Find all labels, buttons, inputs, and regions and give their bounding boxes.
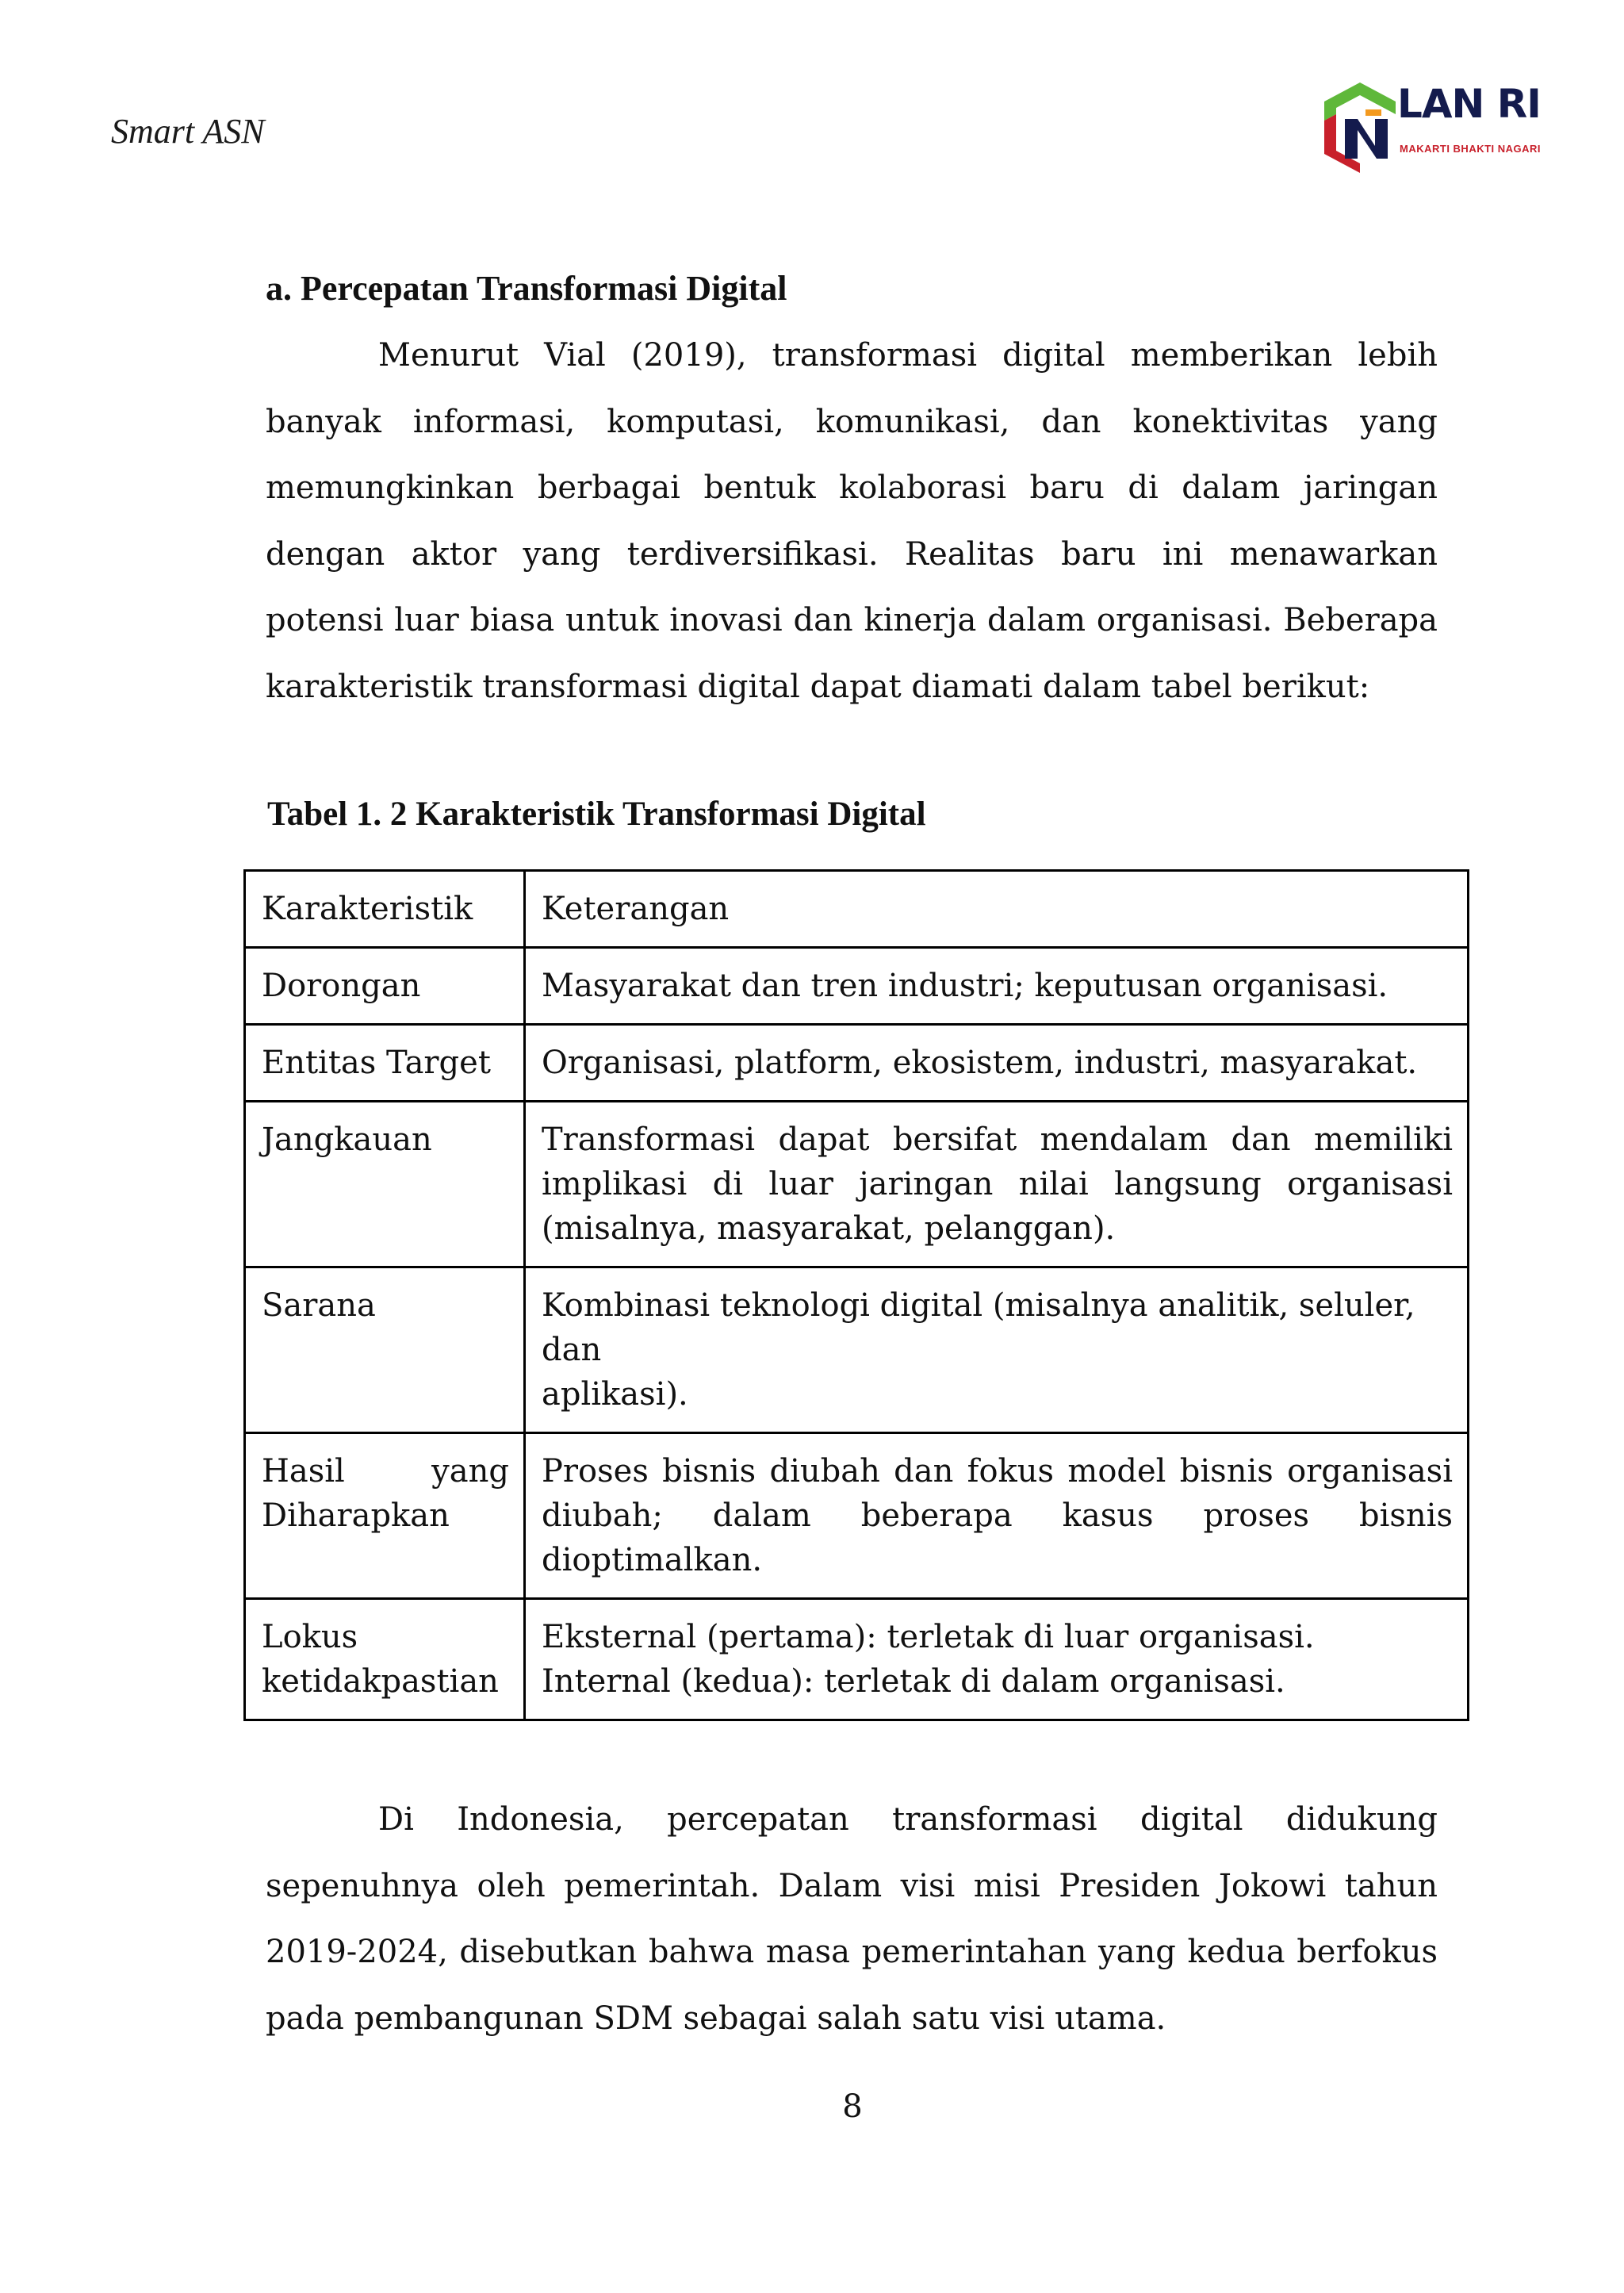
section-heading: a. Percepatan Transformasi Digital <box>266 269 787 308</box>
logo-text: LAN RI <box>1397 81 1541 127</box>
description-line: Internal (kedua): terletak di dalam organisasi. <box>542 1663 1285 1700</box>
table-row <box>245 948 1469 1025</box>
intro-paragraph: Menurut Vial (2019), transformasi digital memberikan lebih banyak informasi, komputasi, komunikasi, dan konektivitas yang memungkinkan berbagai bentuk kolaborasi baru di dalam jaringan dengan aktor yang terdiversifikasi. Realitas baru ini menawarkan potensi luar biasa untuk inovasi dan kinerja dalam organisasi. Beberapa karakteristik transformasi digital dapat diamati dalam tabel berikut: <box>266 337 1438 705</box>
row-characteristic: Entitas Target <box>245 1025 525 1102</box>
table-header-row <box>245 871 1469 948</box>
row-characteristic: Dorongan <box>245 948 525 1025</box>
table-row <box>245 1025 1469 1102</box>
description-line: Kombinasi teknologi digital (misalnya analitik, seluler, <box>542 1287 1415 1324</box>
row-description: Organisasi, platform, ekosistem, industri, masyarakat. <box>525 1025 1469 1102</box>
running-header-title: Smart ASN <box>111 112 265 151</box>
lan-ri-logo <box>1316 79 1542 178</box>
table-caption: Tabel 1. 2 Karakteristik Transformasi Digital <box>267 796 926 833</box>
row-characteristic: Hasil yang Diharapkan <box>245 1433 525 1599</box>
table-row <box>245 1102 1469 1267</box>
row-description: Transformasi dapat bersifat mendalam dan memiliki implikasi di luar jaringan nilai langsung organisasi (misalnya, masyarakat, pelanggan). <box>525 1102 1469 1267</box>
description-line: Eksternal (pertama): terletak di luar organisasi. <box>542 1619 1315 1655</box>
row-description: Masyarakat dan tren industri; keputusan organisasi. <box>525 948 1469 1025</box>
closing-paragraph: Di Indonesia, percepatan transformasi digital didukung sepenuhnya oleh pemerintah. Dalam visi misi Presiden Jokowi tahun 2019-2024, disebutkan bahwa masa pemerintahan yang kedua berfokus pada pembangunan SDM sebagai salah satu visi utama. <box>266 1801 1438 2037</box>
lan-ri-hexagon-icon <box>1316 79 1404 174</box>
row-description <box>525 1267 1469 1433</box>
characteristics-table <box>243 869 1469 1721</box>
description-line: dan <box>542 1332 602 1368</box>
table-row <box>245 1267 1469 1433</box>
row-description: Proses bisnis diubah dan fokus model bisnis organisasi diubah; dalam beberapa kasus proses bisnis dioptimalkan. <box>525 1433 1469 1599</box>
row-characteristic: Lokus ketidakpastian <box>245 1599 525 1720</box>
row-description <box>525 1599 1469 1720</box>
row-characteristic: Sarana <box>245 1267 525 1433</box>
table-header-description: Keterangan <box>525 871 1469 948</box>
table-header-characteristic: Karakteristik <box>245 871 525 948</box>
logo-tagline: MAKARTI BHAKTI NAGARI <box>1400 143 1542 155</box>
row-characteristic: Jangkauan <box>245 1102 525 1267</box>
table-row <box>245 1599 1469 1720</box>
table-row <box>245 1433 1469 1599</box>
page-number: 8 <box>842 2088 863 2125</box>
description-line: aplikasi). <box>542 1376 688 1413</box>
